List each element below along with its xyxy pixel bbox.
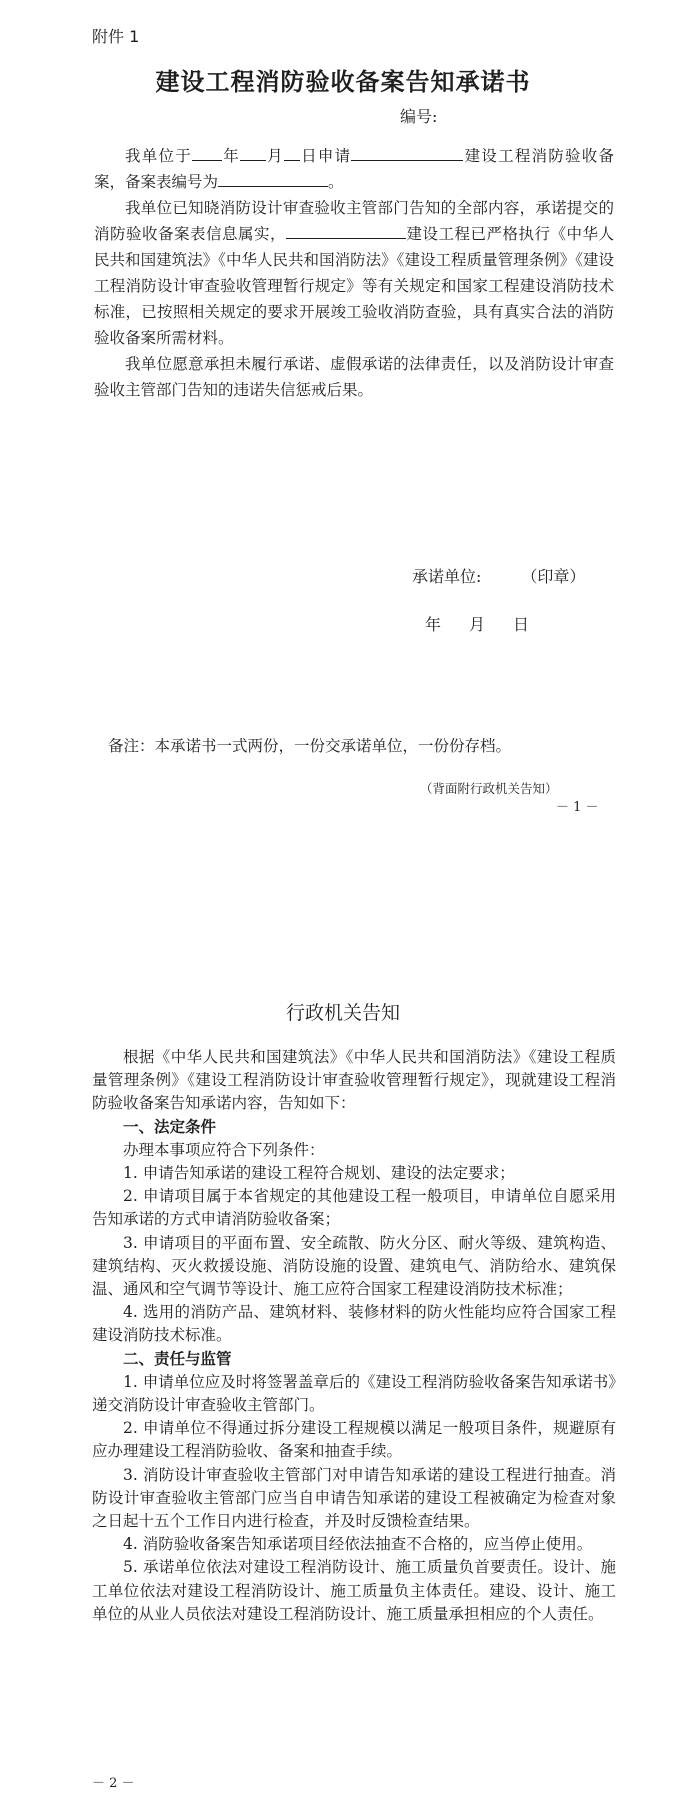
blank-month [240,144,266,161]
blank-filing-number [218,170,328,187]
blank-project-name [351,144,463,161]
blank-year [192,144,222,161]
section-2-item: 2. 申请单位不得通过拆分建设工程规模以满足一般项目条件，规避原有应办理建设工程消防验收、备案和抽查手续。 [92,1419,616,1461]
page-title: 建设工程消防验收备案告知承诺书 [155,68,531,96]
section-1-item: 3. 申请项目的平面布置、安全疏散、防火分区、耐火等级、建筑构造、建筑结构、灭火救援设施、消防设施的设置、建筑电气、消防给水、建筑保温、通风和空气调节等设计、施工应符合国家工程建设消防技术标准； [92,1233,616,1299]
date-month: 月 [469,615,486,634]
annex-label: 附件 1 [92,27,140,46]
para1-year: 年 [221,147,240,165]
blank-project-name-2 [286,222,406,239]
back-note: （背面附行政机关告知） [420,781,558,796]
section-2-heading: 二、责任与监管 [123,1349,232,1368]
blank-day [284,144,300,161]
section-1-intro: 办理本事项应符合下列条件： [123,1140,325,1159]
signature-line [412,564,585,587]
notice-body [92,1046,616,1626]
serial-number-label: 编号: [400,107,438,126]
para2-text-2: 建设工程已严格执行《中华人民共和国建筑法》《中华人民共和国消防法》《建设工程质量管理条例》《建设工程消防设计审查验收管理暂行规定》等有关规定和国家工程建设消防技术标准，已按照相关规定的要求开展竣工验收消防查验，具有真实合法的消防验收备案所需材料。 [94,225,614,347]
commitment-paragraph-2 [94,195,614,351]
page-number-2: － 2 － [92,1776,135,1791]
section-1-item: 2. 申请项目属于本省规定的其他建设工程一般项目，申请单位自愿采用告知承诺的方式申请消防验收备案； [92,1187,616,1229]
section-2-item: 4. 消防验收备案告知承诺项目经依法抽查不合格的，应当停止使用。 [123,1535,593,1554]
page-number-1: － 1 － [556,800,599,815]
signature-date [425,612,557,635]
para1-month: 月 [265,147,284,165]
section-1-item: 4. 选用的消防产品、建筑材料、装修材料的防火性能均应符合国家工程建设消防技术标准。 [92,1303,616,1345]
signature-label: 承诺单位: [412,567,482,586]
para1-text-1: 我单位于 [125,147,192,165]
seal-label: （印章） [521,567,586,586]
section-2-item: 5. 承诺单位依法对建设工程消防设计、施工质量负首要责任。设计、施工单位依法对建设工程消防设计、施工质量负主体责任。建设、设计、施工单位的从业人员依法对建设工程消防设计、施工质量承担相应的个人责任。 [92,1558,616,1623]
commitment-paragraph-3: 我单位愿意承担未履行承诺、虚假承诺的法律责任，以及消防设计审查验收主管部门告知的违诺失信惩戒后果。 [94,355,614,399]
remark-note: 备注：本承诺书一式两份，一份交承诺单位，一份份存档。 [108,737,512,755]
para1-text-4: 。 [328,173,344,191]
section-1-heading: 一、法定条件 [123,1117,217,1136]
commitment-paragraph-1 [94,143,614,195]
section-2-item: 1. 申请单位应及时将签署盖章后的《建设工程消防验收备案告知承诺书》递交消防设计审查验收主管部门。 [92,1372,616,1415]
notice-intro: 根据《中华人民共和国建筑法》《中华人民共和国消防法》《建设工程质量管理条例》《建设工程消防设计审查验收管理暂行规定》，现就建设工程消防验收备案告知承诺内容，告知如下： [92,1048,616,1113]
para1-text-3: 建设工程消防验收备案，备案表编号为 [94,147,614,191]
notice-title: 行政机关告知 [285,1002,400,1024]
para1-text-2: 日申请 [299,147,352,165]
para2-text-1: 我单位已知晓消防设计审查验收主管部门告知的全部内容，承诺提交的消防验收备案表信息属实， [94,199,614,243]
date-day: 日 [513,615,530,634]
date-year: 年 [425,615,442,634]
section-2-item: 3. 消防设计审查验收主管部门对申请告知承诺的建设工程进行抽查。消防设计审查验收主管部门应当自申请告知承诺的建设工程被确定为检查对象之日起十五个工作日内进行检查，并及时反馈检查结果。 [92,1465,616,1531]
section-1-item: 1. 申请告知承诺的建设工程符合规划、建设的法定要求； [123,1164,515,1183]
